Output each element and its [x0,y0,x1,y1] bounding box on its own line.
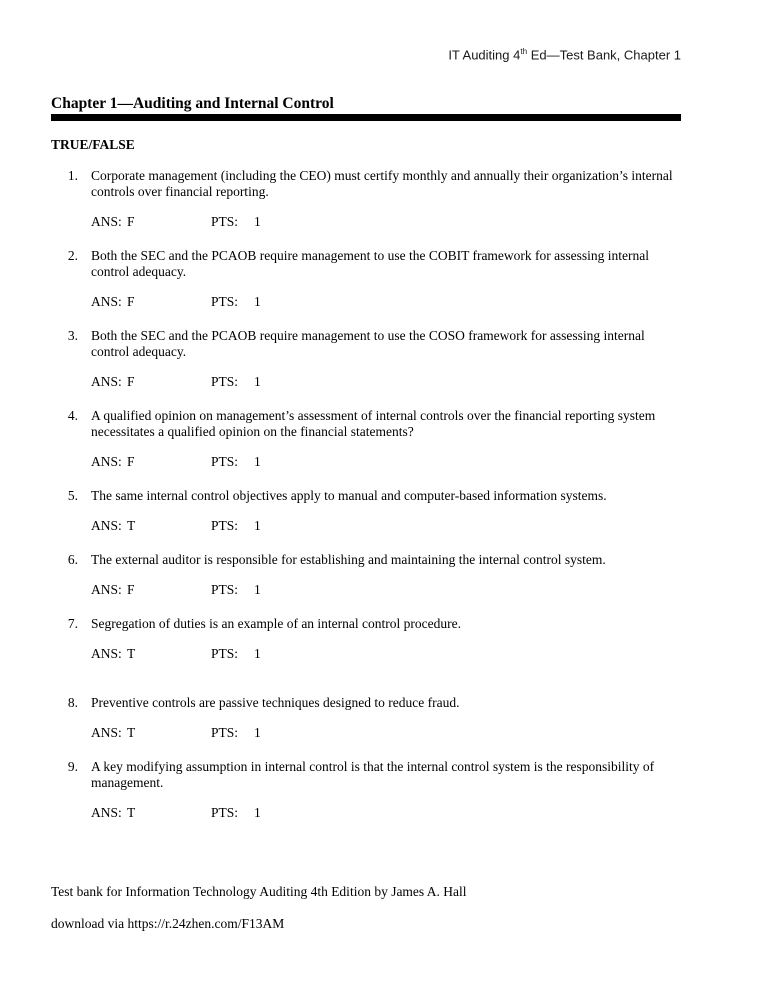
question-item [51,695,681,741]
pts-value: 1 [254,805,261,821]
question-number: 9. [67,759,78,775]
header-text-prefix: IT Auditing 4 [448,47,521,63]
pts-label: PTS: [211,725,239,741]
answer-row [91,518,681,534]
pts-label: PTS: [211,805,239,821]
question-text: Corporate management (including the CEO) must certify monthly and annually their organization’s internal controls over financial reporting. [91,168,673,200]
ans-label: ANS: [91,805,122,821]
question-number: 3. [67,328,78,344]
question-text: Segregation of duties is an example of an internal control procedure. [91,616,461,632]
question-list [51,168,681,821]
chapter-title: Chapter 1—Auditing and Internal Control [51,95,334,113]
footer-line-1: Test bank for Information Technology Auditing 4th Edition by James A. Hall [51,884,467,900]
ans-value: T [127,805,136,821]
question-text: Both the SEC and the PCAOB require management to use the COSO framework for assessing internal control adequacy. [91,328,645,360]
question-number: 2. [67,248,78,264]
pts-label: PTS: [211,374,239,390]
ans-label: ANS: [91,725,122,741]
answer-row [91,454,681,470]
answer-row [91,214,681,230]
question-number: 8. [67,695,78,711]
answer-row [91,805,681,821]
pts-label: PTS: [211,582,239,598]
pts-value: 1 [254,518,261,534]
ans-value: F [127,294,135,310]
pts-value: 1 [254,582,261,598]
question-number: 6. [67,552,78,568]
pts-label: PTS: [211,518,239,534]
pts-label: PTS: [211,214,239,230]
ans-label: ANS: [91,214,122,230]
ans-label: ANS: [91,582,122,598]
answer-row [91,725,681,741]
pts-label: PTS: [211,294,239,310]
ans-value: T [127,725,136,741]
question-item [51,248,681,310]
question-item [51,552,681,598]
page-header [51,45,681,62]
answer-row [91,374,681,390]
ans-value: F [127,374,135,390]
page-footer [51,884,681,932]
ans-value: F [127,454,135,470]
ans-label: ANS: [91,454,122,470]
question-item [51,328,681,390]
pts-value: 1 [254,454,261,470]
ans-value: T [127,518,136,534]
question-number: 5. [67,488,78,504]
question-number: 4. [67,408,78,424]
ans-label: ANS: [91,294,122,310]
ans-value: F [127,582,135,598]
pts-label: PTS: [211,454,239,470]
pts-value: 1 [254,294,261,310]
question-number: 1. [67,168,78,184]
answer-row [91,646,681,662]
footer-line-2: download via https://r.24zhen.com/F13AM [51,916,285,932]
answer-row [91,582,681,598]
ans-label: ANS: [91,646,122,662]
question-text: Both the SEC and the PCAOB require management to use the COBIT framework for assessing internal control adequacy. [91,248,650,280]
question-text: A key modifying assumption in internal control is that the internal control system is the responsibility of management. [91,759,655,791]
ans-value: F [127,214,135,230]
question-number: 7. [67,616,78,632]
header-text-suffix: Ed—Test Bank, Chapter 1 [527,47,681,63]
question-item [51,488,681,534]
question-text: The same internal control objectives apply to manual and computer-based information systems. [91,488,607,504]
title-divider-bar [51,114,681,121]
question-text: A qualified opinion on management’s assessment of internal controls over the financial reporting system necessitates a qualified opinion on the financial statements? [91,408,656,440]
answer-row [91,294,681,310]
question-item [51,616,681,662]
pts-value: 1 [254,214,261,230]
question-text: The external auditor is responsible for establishing and maintaining the internal control system. [91,552,606,568]
question-item [51,759,681,821]
question-text: Preventive controls are passive techniques designed to reduce fraud. [91,695,460,711]
question-item [51,168,681,230]
pts-value: 1 [254,374,261,390]
ans-value: T [127,646,136,662]
ans-label: ANS: [91,518,122,534]
pts-label: PTS: [211,646,239,662]
question-item [51,408,681,470]
header-superscript: th [520,47,528,56]
section-heading: TRUE/FALSE [51,137,135,153]
ans-label: ANS: [91,374,122,390]
pts-value: 1 [254,646,261,662]
pts-value: 1 [254,725,261,741]
